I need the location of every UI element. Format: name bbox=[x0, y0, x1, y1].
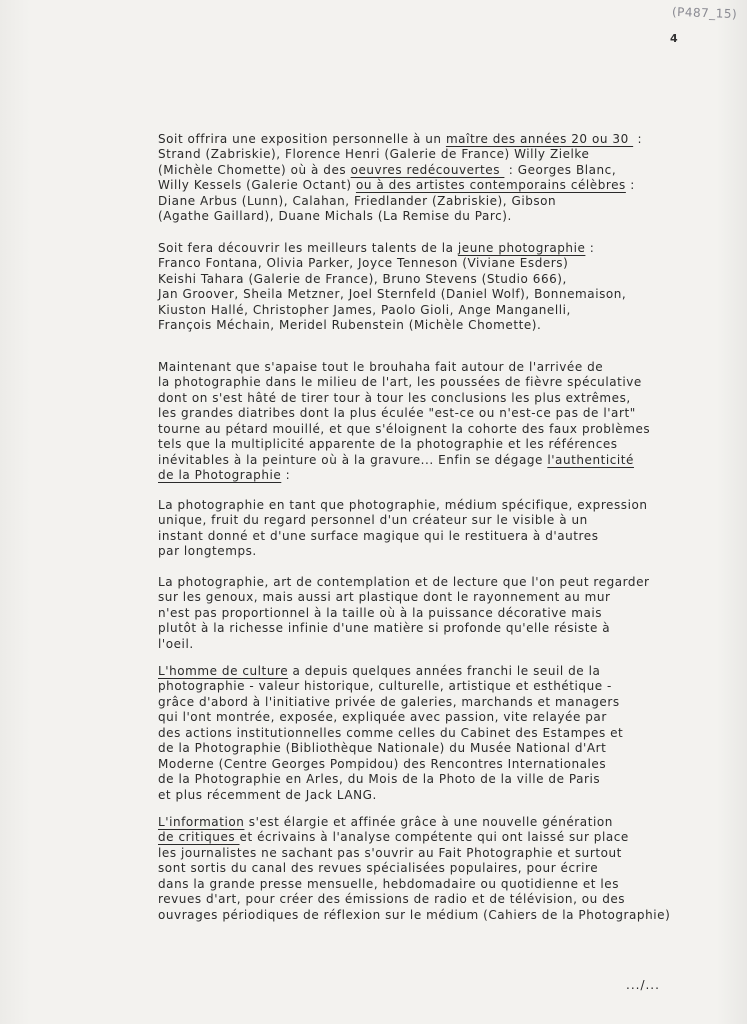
underlined-phrase: de la Photographie bbox=[158, 468, 282, 483]
text-line bbox=[158, 256, 626, 271]
paragraph-information bbox=[158, 815, 670, 923]
text-segment: n'est pas proportionnel à la taille où à la puissance décorative mais bbox=[158, 605, 603, 620]
text-segment: : bbox=[633, 132, 643, 146]
text-line bbox=[158, 406, 650, 421]
text-segment: des actions institutionnelles comme celles du Cabinet des Estampes et bbox=[158, 725, 624, 740]
text-line bbox=[158, 621, 650, 636]
text-segment: : bbox=[281, 468, 291, 483]
page-number: 4 bbox=[670, 32, 678, 45]
text-line bbox=[158, 637, 650, 652]
text-segment: photographie - valeur historique, culturelle, artistique et esthétique - bbox=[158, 679, 612, 694]
text-segment: Soit offrira une exposition personnelle à un bbox=[158, 132, 446, 146]
paragraph-brouhaha bbox=[158, 360, 650, 484]
text-segment: la photographie dans le milieu de l'art, les poussées de fièvre spéculative bbox=[158, 375, 642, 390]
text-line bbox=[158, 513, 648, 528]
text-segment: : Georges Blanc, bbox=[504, 162, 617, 177]
text-segment: a depuis quelques années franchi le seuil de la bbox=[288, 664, 601, 678]
text-line bbox=[158, 391, 650, 406]
text-line bbox=[158, 209, 642, 224]
text-line bbox=[158, 178, 642, 193]
text-line bbox=[158, 892, 670, 907]
underlined-phrase: ou à des artistes contemporains célèbres bbox=[355, 178, 626, 193]
paragraph-culture bbox=[158, 664, 623, 803]
text-line bbox=[158, 422, 650, 437]
text-line bbox=[158, 606, 650, 621]
text-line bbox=[158, 529, 648, 544]
text-segment: La photographie, art de contemplation et de lecture que l'on peut regarder bbox=[158, 575, 650, 589]
underlined-phrase: oeuvres redécouvertes bbox=[350, 162, 505, 177]
text-segment: Diane Arbus (Lunn), Calahan, Friedlander (Zabriskie), Gibson bbox=[158, 193, 557, 208]
text-segment: (Agathe Gaillard), Duane Michals (La Remise du Parc). bbox=[158, 209, 512, 224]
text-segment: Soit fera découvrir les meilleurs talents de la bbox=[158, 241, 458, 255]
text-line bbox=[158, 664, 623, 679]
text-segment: tels que la multiplicité apparente de la photographie et les références bbox=[158, 437, 618, 452]
underlined-phrase: L'information bbox=[158, 815, 245, 829]
text-segment: : bbox=[625, 178, 635, 193]
text-line bbox=[158, 908, 670, 923]
underlined-phrase: l'authenticité bbox=[547, 452, 634, 467]
text-line bbox=[158, 726, 623, 741]
text-line bbox=[158, 375, 650, 390]
text-line bbox=[158, 498, 648, 513]
text-line bbox=[158, 830, 670, 845]
text-segment: par longtemps. bbox=[158, 544, 257, 559]
handwritten-archive-reference: (P487_15) bbox=[671, 4, 738, 22]
text-line bbox=[158, 710, 623, 725]
text-segment: Maintenant que s'apaise tout le brouhaha fait autour de l'arrivée de bbox=[158, 360, 604, 374]
text-segment: de la Photographie en Arles, du Mois de la Photo de la ville de Paris bbox=[158, 772, 601, 787]
text-line bbox=[158, 815, 670, 830]
text-segment: dont on s'est hâté de tirer tour à tour les conclusions les plus extrêmes, bbox=[158, 390, 631, 405]
text-line bbox=[158, 575, 650, 590]
text-segment: s'est élargie et affinée grâce à une nouvelle génération bbox=[244, 815, 613, 829]
text-line bbox=[158, 544, 648, 559]
text-line bbox=[158, 453, 650, 468]
text-line bbox=[158, 679, 623, 694]
text-line bbox=[158, 788, 623, 803]
paragraph-contemplation bbox=[158, 575, 650, 652]
text-segment: Keishi Tahara (Galerie de France), Bruno Stevens (Studio 666), bbox=[158, 271, 567, 286]
text-segment: et plus récemment de Jack LANG. bbox=[158, 787, 377, 802]
text-segment: l'oeil. bbox=[158, 636, 194, 651]
text-segment: Jan Groover, Sheila Metzner, Joel Sternfeld (Daniel Wolf), Bonnemaison, bbox=[158, 287, 627, 302]
underlined-phrase: jeune photographie bbox=[457, 241, 586, 255]
text-line bbox=[158, 877, 670, 892]
text-segment: inévitables à la peinture où à la gravure... Enfin se dégage bbox=[158, 452, 548, 467]
text-segment: revues d'art, pour créer des émissions de radio et de télévision, ou des bbox=[158, 892, 626, 907]
text-line bbox=[158, 757, 623, 772]
text-segment: tourne au pétard mouillé, et que s'éloignent la cohorte des faux problèmes bbox=[158, 421, 651, 436]
text-line bbox=[158, 272, 626, 287]
text-line bbox=[158, 468, 650, 483]
text-segment: Strand (Zabriskie), Florence Henri (Galerie de France) Willy Zielke bbox=[158, 147, 590, 162]
text-segment: de la Photographie (Bibliothèque Nationale) du Musée National d'Art bbox=[158, 741, 607, 756]
text-line bbox=[158, 318, 626, 333]
text-segment: François Méchain, Meridel Rubenstein (Michèle Chomette). bbox=[158, 318, 542, 333]
text-segment: les journalistes ne sachant pas s'ouvrir au Fait Photographie et surtout bbox=[158, 845, 622, 860]
continuation-mark: .../... bbox=[626, 978, 660, 992]
text-line bbox=[158, 303, 626, 318]
text-line bbox=[158, 132, 642, 147]
text-segment: instant donné et d'une surface magique qui le restituera à d'autres bbox=[158, 528, 599, 543]
paragraph-masters bbox=[158, 132, 642, 225]
text-line bbox=[158, 846, 670, 861]
text-segment: grâce d'abord à l'initiative privée de galeries, marchands et managers bbox=[158, 694, 620, 709]
text-segment: ouvrages périodiques de réflexion sur le médium (Cahiers de la Photographie) bbox=[158, 907, 671, 922]
text-segment: Franco Fontana, Olivia Parker, Joyce Tenneson (Viviane Esders) bbox=[158, 256, 569, 271]
text-segment: dans la grande presse mensuelle, hebdomadaire ou quotidienne et les bbox=[158, 876, 620, 891]
underlined-phrase: maître des années 20 ou 30 bbox=[445, 132, 634, 146]
text-segment: : bbox=[585, 241, 595, 255]
text-segment: unique, fruit du regard personnel d'un créateur sur le visible à un bbox=[158, 513, 588, 528]
text-line bbox=[158, 360, 650, 375]
text-line bbox=[158, 241, 626, 256]
text-segment: Willy Kessels (Galerie Octant) bbox=[158, 178, 356, 193]
text-segment: les grandes diatribes dont la plus éculée "est-ce ou n'est-ce pas de l'art" bbox=[158, 406, 636, 421]
text-segment: La photographie en tant que photographie, médium spécifique, expression bbox=[158, 498, 648, 512]
text-line bbox=[158, 772, 623, 787]
paragraph-young-photography bbox=[158, 241, 626, 334]
text-line bbox=[158, 287, 626, 302]
text-segment: sont sortis du canal des revues spécialisées populaires, pour écrire bbox=[158, 861, 599, 876]
underlined-phrase: L'homme de culture bbox=[158, 664, 289, 678]
text-segment: sur les genoux, mais aussi art plastique dont le rayonnement au mur bbox=[158, 590, 611, 605]
text-line bbox=[158, 741, 623, 756]
text-segment: Moderne (Centre Georges Pompidou) des Rencontres Internationales bbox=[158, 756, 607, 771]
underlined-phrase: de critiques bbox=[158, 830, 240, 845]
text-line bbox=[158, 590, 650, 605]
text-segment: et écrivains à l'analyse compétente qui ont laissé sur place bbox=[239, 830, 629, 845]
text-line bbox=[158, 695, 623, 710]
text-line bbox=[158, 163, 642, 178]
text-segment: qui l'ont montrée, exposée, expliquée avec passion, vite relayée par bbox=[158, 710, 607, 725]
text-segment: (Michèle Chomette) où à des bbox=[158, 162, 351, 177]
text-line bbox=[158, 437, 650, 452]
text-line bbox=[158, 147, 642, 162]
text-line bbox=[158, 861, 670, 876]
text-line bbox=[158, 194, 642, 209]
text-segment: Kiuston Hallé, Christopher James, Paolo Gioli, Ange Manganelli, bbox=[158, 302, 571, 317]
paragraph-photography-medium bbox=[158, 498, 648, 560]
text-segment: plutôt à la richesse infinie d'une matière si profonde qu'elle résiste à bbox=[158, 621, 611, 636]
